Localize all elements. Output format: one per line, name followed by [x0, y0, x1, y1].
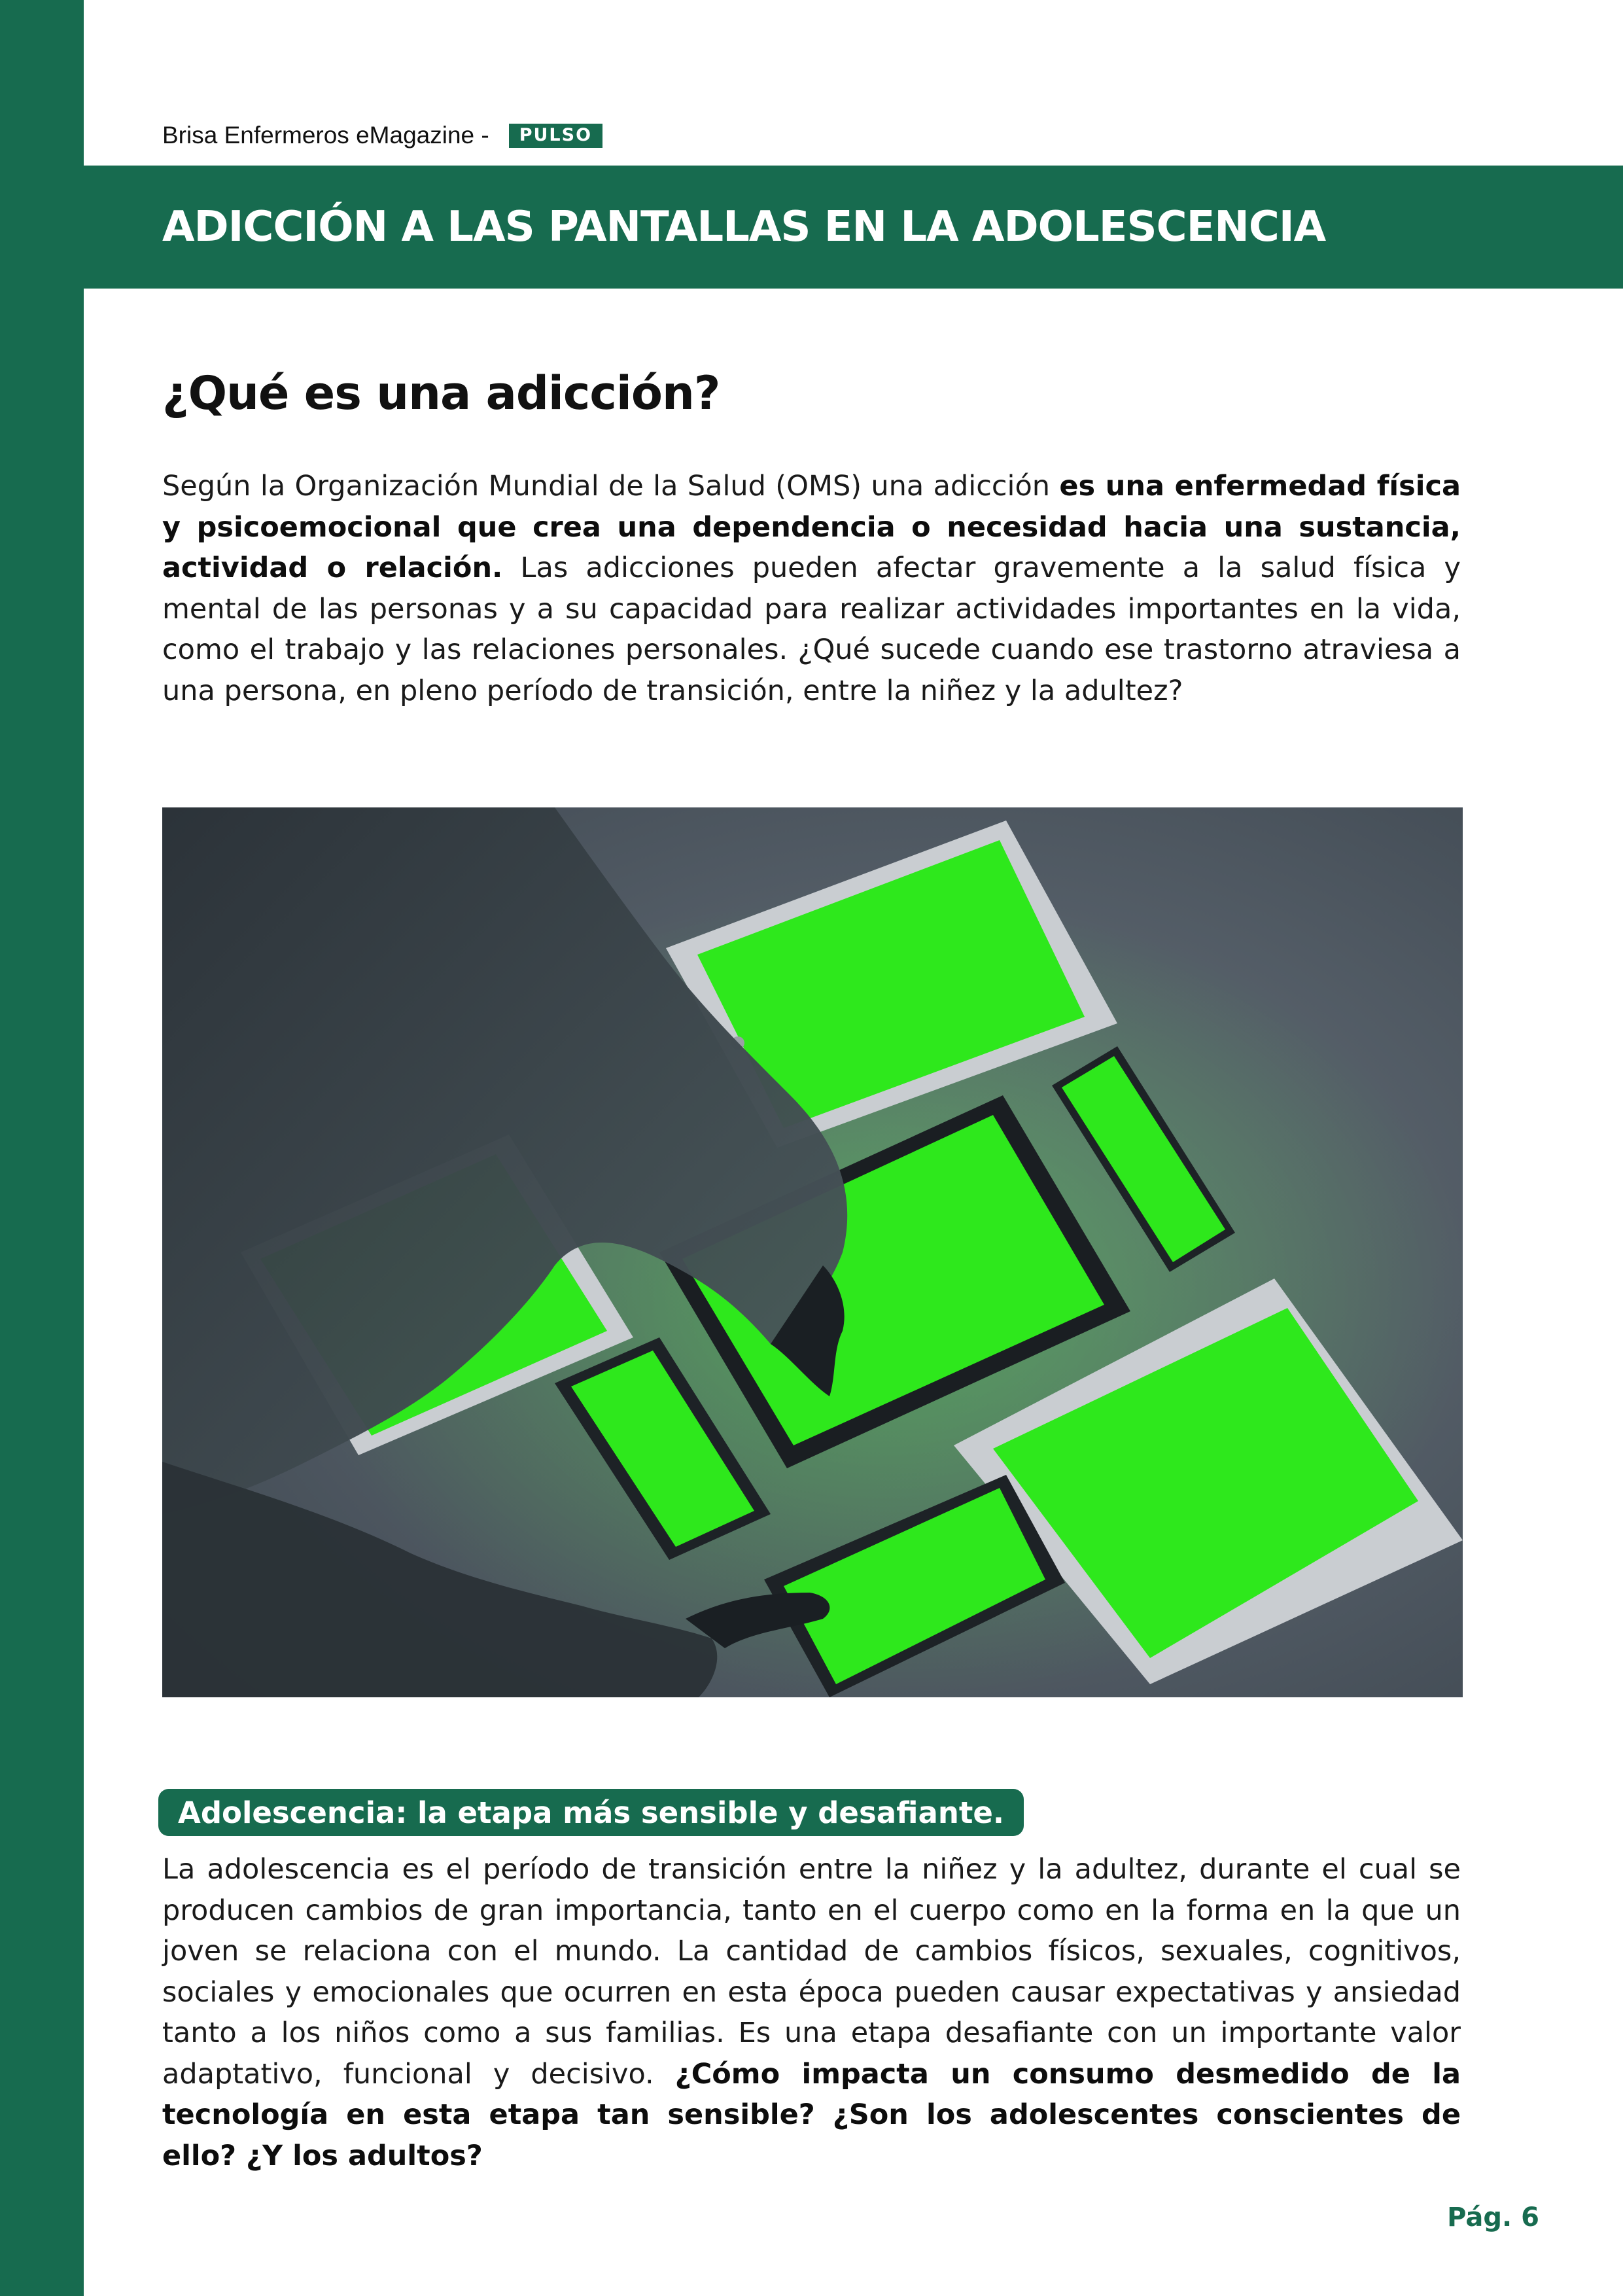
- subheading-text: Adolescencia: la etapa más sensible y desafiante.: [178, 1795, 1004, 1830]
- intro-paragraph: [162, 466, 1461, 711]
- intro-rest-text: Las adicciones pueden afectar gravemente a la salud física y mental de las personas y a su capacidad para realizar actividades importantes en la vida, como el trabajo y las relaciones personales. ¿Qué sucede cuando ese trastorno atraviesa a una persona, en pleno período de transición, entre la niñez y la adultez?: [162, 552, 1461, 707]
- adolescence-text: La adolescencia es el período de transición entre la niñez y la adultez, durante el cual se producen cambios de gran importancia, tanto en el cuerpo como en la forma en la que un joven se relaciona con el mundo. La cantidad de cambios físicos, sexuales, cognitivos, sociales y emocionales que ocurren en esta época pueden causar expectativas y ansiedad tanto a los niños como a sus familias. Es una etapa desafiante con un importante valor adaptativo, funcional y decisivo.: [162, 1853, 1461, 2091]
- intro-text: Según la Organización Mundial de la Salud (OMS) una adicción: [162, 470, 1060, 503]
- title-band: [84, 166, 1623, 289]
- section-heading: ¿Qué es una adicción?: [162, 366, 720, 420]
- article-title: ADICCIÓN A LAS PANTALLAS EN LA ADOLESCENCIA: [162, 203, 1326, 251]
- page-number: Pág. 6: [1447, 2202, 1539, 2233]
- left-accent-bar: [0, 0, 84, 2296]
- section-badge: PULSO: [509, 124, 602, 148]
- subheading-pill: [158, 1789, 1024, 1836]
- adolescence-bold-text: ¿Cómo impacta un consumo desmedido de la tecnología en esta etapa tan sensible? ¿Son los adolescentes conscientes de ello? ¿Y los adultos?: [162, 2057, 1461, 2172]
- magazine-name: Brisa Enfermeros eMagazine -: [162, 122, 489, 149]
- tablets-photo: [162, 807, 1463, 1697]
- magazine-header: [162, 119, 602, 152]
- intro-bold-text: es una enfermedad física y psicoemocional que crea una dependencia o necesidad hacia una sustancia, actividad o relación.: [162, 470, 1461, 584]
- adolescence-paragraph: [162, 1849, 1461, 2176]
- tablets-illustration: [162, 807, 1463, 1697]
